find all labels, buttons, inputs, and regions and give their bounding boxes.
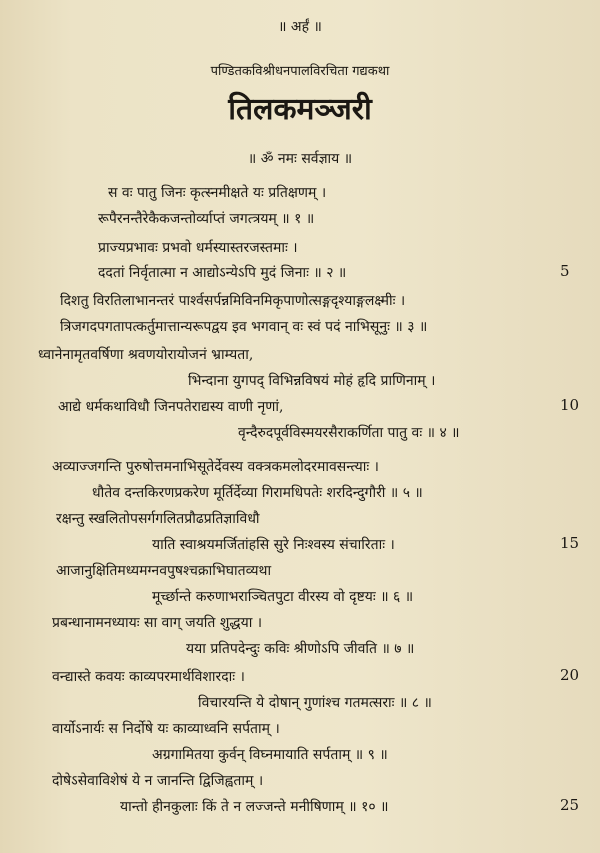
verse-line: यान्तो हीनकुलाः किं ते न लज्जन्ते मनीषिणाम् ॥ १० ॥ (120, 799, 389, 815)
invocation-om: ॥ ॐ नमः सर्वज्ञाय ॥ (247, 151, 353, 167)
page-title: तिलकमञ्जरी (228, 92, 372, 127)
verse-line: याति स्वाश्रयमर्जितांहसि सुरे निःश्वस्य संचारिताः । (152, 537, 395, 553)
verse-line: वृन्दैरुदपूर्वविस्मयरसैराकर्णिता पातु वः ॥ ४ ॥ (238, 425, 460, 441)
verse-line: आद्ये धर्मकथाविधौ जिनपतेराद्यस्य वाणी नृणां, (58, 399, 284, 415)
verse-line: स वः पातु जिनः कृत्स्नमीक्षते यः प्रतिक्षणम् । (108, 185, 327, 201)
verse-line: ध्वानेनामृतवर्षिणा श्रवणयोरायोजनं भ्राम्यता, (38, 347, 254, 363)
author-line: पण्डितकविश्रीधनपालविरचिता गद्यकथा (210, 64, 390, 79)
verse-line: अव्याज्जगन्ति पुरुषोत्तमनाभिसूतेर्देवस्य वक्त्रकमलोदरमावसन्त्याः । (52, 459, 379, 475)
line-number: 5 (560, 262, 570, 280)
verse-line: भिन्दाना युगपद् विभिन्नविषयं मोहं हृदि प्राणिनाम् । (188, 373, 436, 389)
verse-line: रक्षन्तु स्खलितोपसर्गगलितप्रौढप्रतिज्ञाविधौ (56, 511, 260, 527)
verse-line: मूर्च्छान्ते करुणाभराञ्चितपुटा वीरस्य वो दृष्टयः ॥ ६ ॥ (152, 589, 414, 605)
line-number: 10 (560, 396, 580, 414)
verse-line: आजानुक्षितिमध्यमग्नवपुषश्चक्राभिघातव्यथा (56, 563, 272, 579)
line-number: 15 (560, 534, 580, 552)
line-number: 25 (560, 796, 580, 814)
verse-line: त्रिजगदपगतापत्कर्तुमात्तान्यरूपद्वय इव भगवान् वः स्वं पदं नाभिसूनुः ॥ ३ ॥ (60, 319, 428, 335)
verse-line: ददतां निर्वृतात्मा न आद्योऽन्येऽपि मुदं जिनाः ॥ २ ॥ (98, 265, 347, 281)
line-number: 20 (560, 666, 580, 684)
verse-line: वन्द्यास्ते कवयः काव्यपरमार्थविशारदाः । (52, 669, 245, 685)
verse-line: धौतेव दन्तकिरणप्रकरेण मूर्तिर्देव्या गिरामधिपतेः शरदिन्दुगौरी ॥ ५ ॥ (92, 485, 423, 501)
verse-line: रूपैरनन्तैरेकैकजन्तोर्व्याप्तं जगत्त्रयम् ॥ १ ॥ (98, 211, 315, 227)
verse-line: प्रबन्धानामनध्यायः सा वाग् जयति शुद्धया । (52, 615, 263, 631)
verse-line: अग्रगामितया कुर्वन् विघ्नमायाति सर्पताम् ॥ ९ ॥ (152, 747, 388, 763)
invocation-arham: ॥ अर्हं ॥ (278, 19, 322, 35)
verse-line: वार्योऽनार्यः स निर्दोषे यः काव्याध्वनि सर्पताम् । (52, 721, 280, 737)
verse-line: दिशतु विरतिलाभानन्तरं पार्श्वसर्पन्नमिविनमिकृपाणोत्सङ्गदृश्याङ्गलक्ष्मीः । (60, 293, 406, 309)
verse-line: दोषेऽसेवाविशेषं ये न जानन्ति द्विजिह्वताम् । (52, 773, 264, 789)
verse-line: प्राज्यप्रभावः प्रभवो धर्मस्यास्तरजस्तमाः । (98, 240, 298, 256)
verse-line: यया प्रतिपदेन्दुः कविः श्रीणोऽपि जीवति ॥ ७ ॥ (186, 641, 415, 657)
verse-line: विचारयन्ति ये दोषान् गुणांश्च गतमत्सराः ॥ ८ ॥ (198, 695, 432, 711)
